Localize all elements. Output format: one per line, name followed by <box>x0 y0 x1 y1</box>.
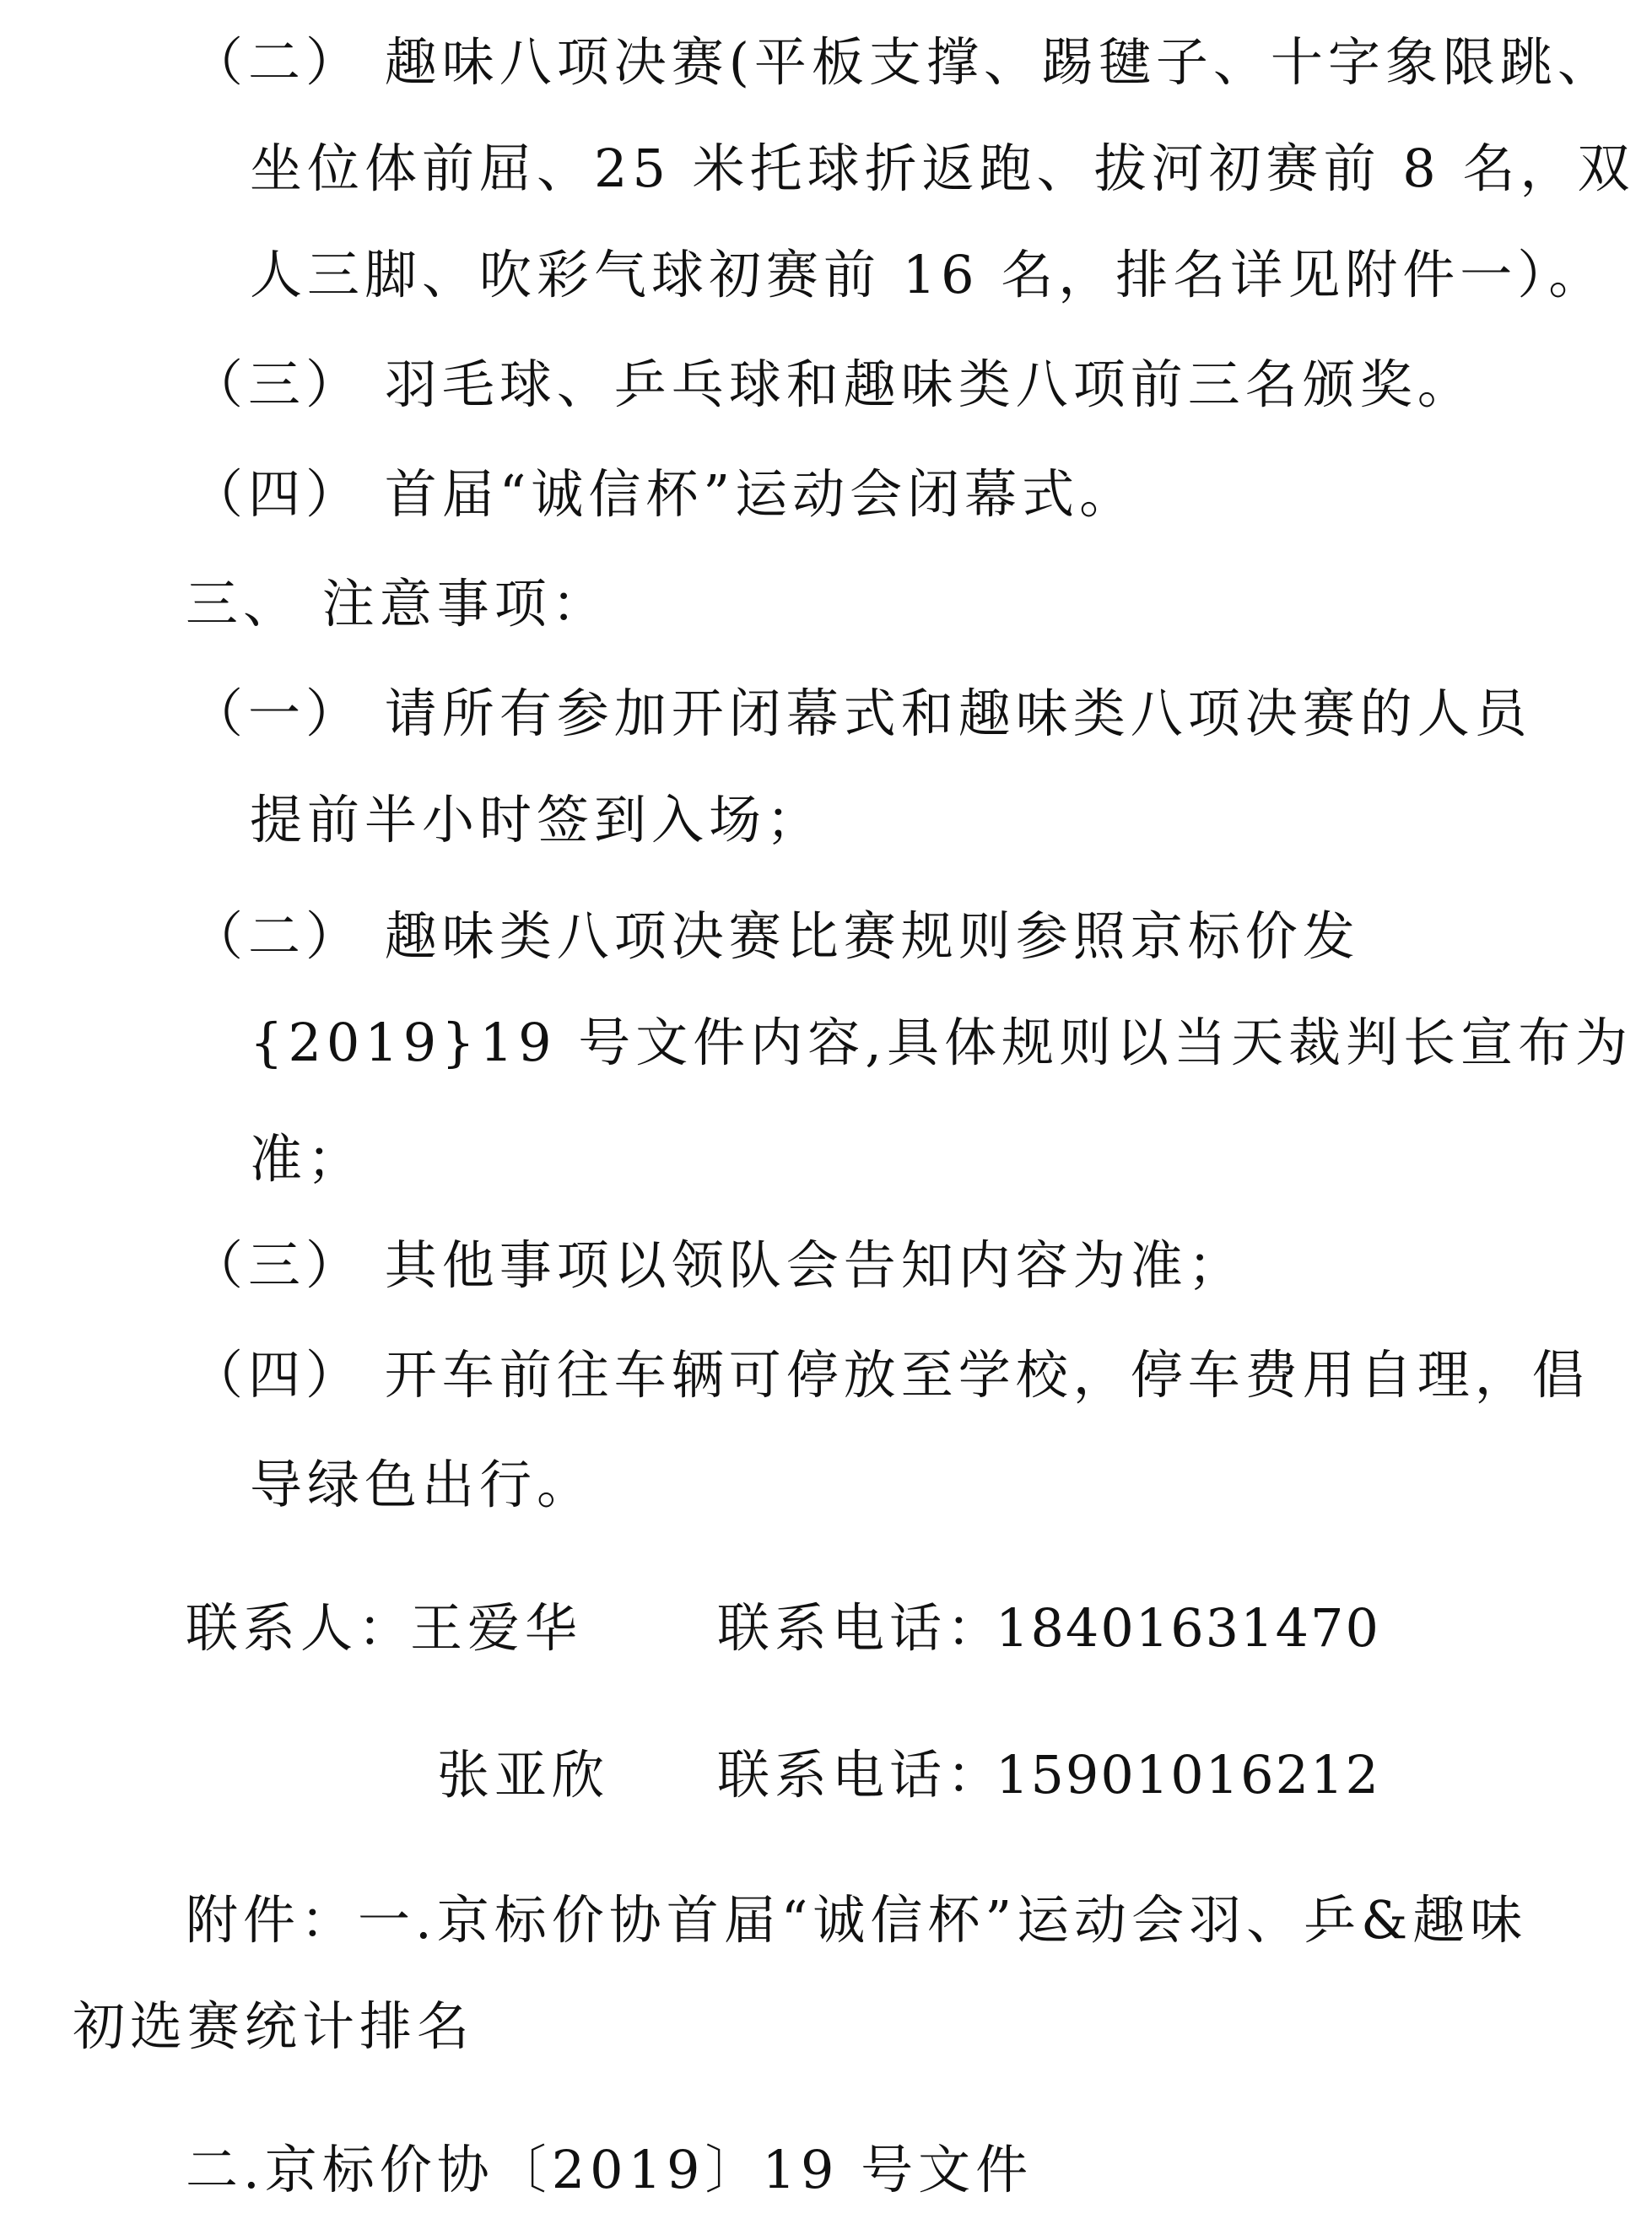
section-heading-notes: 三、 注意事项： <box>186 573 609 634</box>
note-item-2-cont: {2019}19 号文件内容,具体规则以当天裁判长宣布为 <box>250 1012 1633 1073</box>
note-item-1-cont: 提前半小时签到入场； <box>250 789 824 850</box>
contact-phone-label: 联系电话： <box>717 1744 1005 1806</box>
attachment-line: 附件：一.京标价协首届“诚信杯”运动会羽、乒&趣味 <box>186 1889 1528 1951</box>
contact-phone: 15901016212 <box>996 1744 1380 1806</box>
contact-label: 联系人： <box>186 1597 416 1659</box>
note-item-3: （三） 其他事项以领队会告知内容为准； <box>191 1234 1245 1296</box>
note-item-4-cont: 导绿色出行。 <box>250 1454 595 1515</box>
closing-ceremony-item: （四） 首届“诚信杯”运动会闭幕式。 <box>191 463 1137 525</box>
final-events-item-cont: 人三脚、吹彩气球初赛前 16 名，排名详见附件一）。 <box>250 244 1606 305</box>
attachment-line: 二.京标价协〔2019〕19 号文件 <box>186 2139 1034 2200</box>
attachment-line-cont: 初选赛统计排名 <box>73 1995 475 2057</box>
contact-phone-label: 联系电话： <box>717 1597 1005 1659</box>
awards-item: （三） 羽毛球、乒乓球和趣味类八项前三名颁奖。 <box>191 354 1475 415</box>
contact-phone: 18401631470 <box>996 1597 1380 1659</box>
contact-name: 王爱华 <box>410 1597 583 1659</box>
note-item-2-cont: 准； <box>250 1128 365 1190</box>
note-item-4: （四） 开车前往车辆可停放至学校，停车费用自理，倡 <box>191 1344 1590 1406</box>
note-item-2: （二） 趣味类八项决赛比赛规则参照京标价发 <box>191 905 1360 967</box>
final-events-item-cont: 坐位体前屈、25 米托球折返跑、拔河初赛前 8 名，双 <box>250 138 1635 199</box>
contact-name: 张亚欣 <box>437 1744 610 1806</box>
note-item-1: （一） 请所有参加开闭幕式和趣味类八项决赛的人员 <box>191 683 1532 744</box>
final-events-item: （二） 趣味八项决赛(平板支撑、踢毽子、十字象限跳、 <box>191 31 1615 93</box>
